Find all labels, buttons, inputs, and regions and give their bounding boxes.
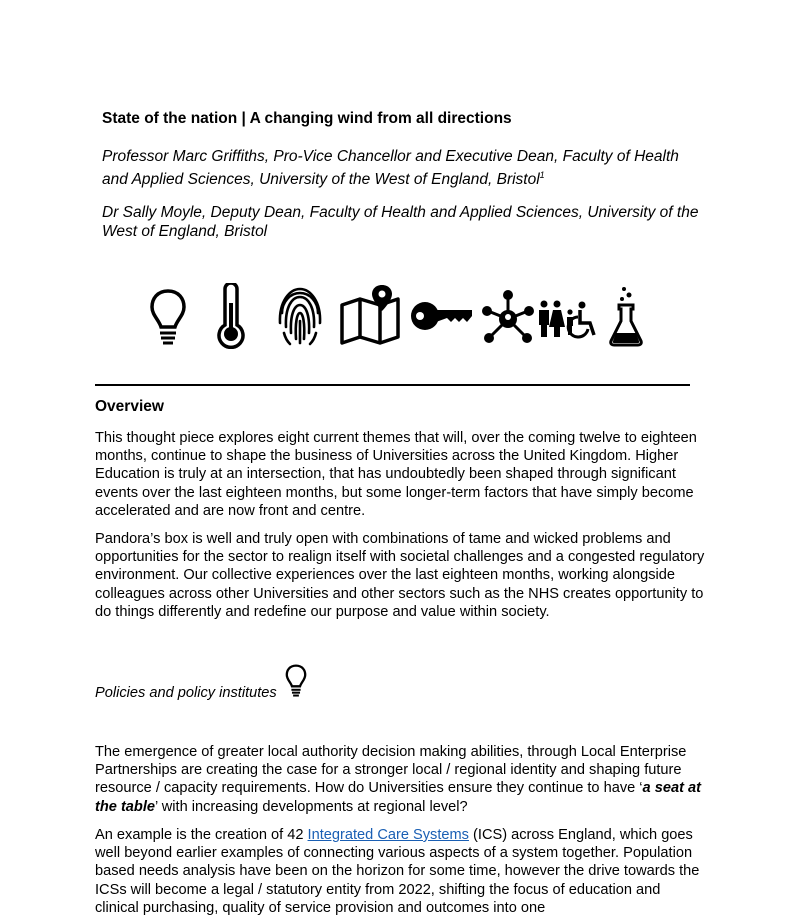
author-griffiths — [102, 147, 702, 189]
theme-icon-row — [148, 283, 648, 349]
thermometer-icon — [214, 283, 248, 349]
fingerprint-icon — [276, 283, 324, 349]
policies-paragraph — [95, 826, 705, 917]
section-divider — [95, 384, 690, 386]
author-text: Dr Sally Moyle, Deputy Dean, Faculty of Health and Applied Sciences, University of the West of England, Bristol — [102, 204, 699, 240]
key-icon — [410, 283, 474, 349]
footnote-marker[interactable]: 1 — [539, 170, 545, 180]
people-accessibility-icon — [538, 283, 596, 349]
author-text: Professor Marc Griffiths, Pro-Vice Chancellor and Executive Dean, Faculty of Health and Applied Sciences, University of the West of England, Bristol — [102, 148, 679, 189]
network-icon — [482, 283, 534, 349]
overview-paragraph: This thought piece explores eight current themes that will, over the coming twelve to eighteen months, continue to shape the business of Universities across the United Kingdom. Higher Education is truly at an intersection, that has undoubtedly been shaped through significant events over the last eighteen months, but some longer-term factors that have simply become accelerated and are now front and centre. — [95, 430, 697, 519]
map-pin-icon — [338, 283, 402, 349]
integrated-care-systems-link[interactable]: Integrated Care Systems — [307, 827, 469, 843]
paragraph-text: (ICS) across England, which goes well beyond earlier examples of connecting various aspects of a system together. Population based needs analysis have been on the horizon for some time, however the drive towards the ICSs will become a legal / statutory entity from 2022, shifting the focus of education and clinical purchasing, quality of service provision and outcomes into one — [95, 827, 700, 916]
section-heading-policies: Policies and policy institutes — [95, 685, 277, 701]
flask-icon — [608, 283, 644, 349]
doc-title: State of the nation | A changing wind from all directions — [102, 110, 512, 127]
paragraph-text: An example is the creation of 42 — [95, 827, 308, 843]
lightbulb-icon — [148, 283, 188, 349]
section-heading-overview: Overview — [95, 398, 164, 415]
emphasis-text: a seat at the table — [95, 780, 701, 815]
policies-paragraph — [95, 743, 705, 816]
author-moyle — [102, 203, 702, 241]
paragraph-text: ’ with increasing developments at regional level? — [155, 798, 468, 815]
lightbulb-icon — [284, 661, 308, 704]
paragraph-text: The emergence of greater local authority decision making abilities, through Local Enterprise Partnerships are creating the case for a stronger local / regional identity and shaping future resource / capacity requirements. How do Universities ensure they continue to have ‘ — [95, 744, 687, 797]
overview-paragraph: Pandora’s box is well and truly open with combinations of tame and wicked problems and opportunities for the sector to realign itself with societal challenges and a congested regulatory environment. Our collective experiences over the last eighteen months, working alongside colleagues across other Universities and other sectors such as the NHS creates opportunity to do things differently and redefine our purpose and value within society. — [95, 531, 705, 620]
